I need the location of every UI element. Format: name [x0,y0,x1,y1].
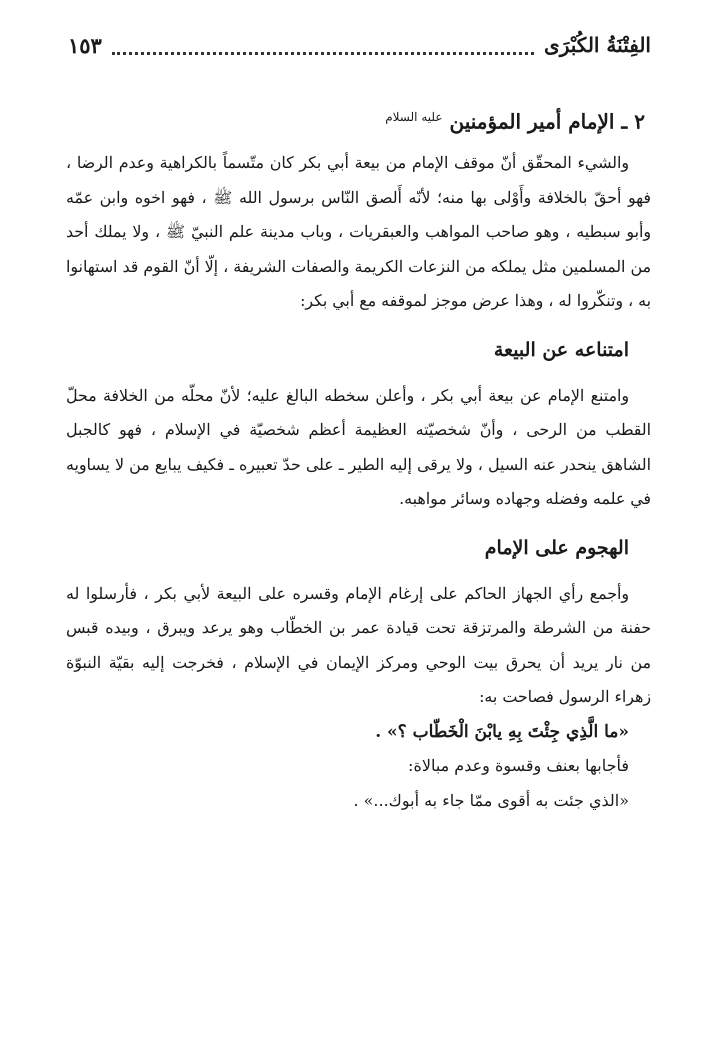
section-heading-refusal: امتناعه عن البيعة [493,338,629,361]
reply-intro: فأجابها بعنف وقسوة وعدم مبالاة: [408,756,629,775]
section-heading-imam [66,98,645,136]
page-header [68,28,651,62]
page-number: ١٥٣ [68,32,102,58]
paragraph-refusal: وامتنع الإمام عن بيعة أبي بكر ، وأعلن سخطه البالغ عليه؛ لأنّ محلّه من الخلافة محلّ القطب من الرحى ، وأنّ شخصيّته العظيمة أعظم شخصيّة في الإسلام ، فهو كالجبل الشاهق ينحدر عنه السيل ، ولا يرقى إليه الطير ـ على حدّ تعبيره ـ فكيف يبايع من لا يساويه في علمه وفضله وجهاده وسائر مواهبه. [66,385,651,508]
honorific-glyph: عليه السلام [385,110,443,124]
section-heading-attack: الهجوم على الإمام [484,536,629,559]
page-body [66,98,651,818]
header-dot-leader [112,52,534,55]
quote-fatima: «ما الَّذِي جِئْتَ بِهِ يابْنَ الْخَطّاب ؟» . [375,721,629,742]
quote-reply: «الذي جئت به أقوى ممّا جاء به أبوك...» . [353,790,629,810]
paragraph-imam-position: والشيء المحقّق أنّ موقف الإمام من بيعة أبي بكر كان متّسماً بالكراهية وعدم الرضا ، فهو أحقّ بالخلافة وأَوْلى بها منه؛ لأنّه أَلصق النّاس برسول الله ﷺ ، فهو اخوه وابن عمّه وأبو سبطيه ، وهو صاحب المواهب والعبقريات ، وباب مدينة علم النبيّ ﷺ ، ولا يملك أحد من المسلمين مثل يملكه من النزعات الكريمة والصفات الشريفة ، إلّا أنّ القوم قد استهانوا به ، وتنكّروا له ، وهذا عرض موجز لموقفه مع أبي بكر: [66,153,651,310]
paragraph-attack: وأجمع رأي الجهاز الحاكم على إرغام الإمام وقسره على البيعة لأبي بكر ، فأرسلوا له حفنة من الشرطة والمرتزقة تحت قيادة عمر بن الخطّاب وهو يرعد ويبرق ، وبيده قبس من نار يريد أن يحرق بيت الوحي ومركز الإيمان في الإسلام ، فخرجت إليه بقيّة النبوّة زهراء الرسول فصاحت به: [66,583,651,706]
book-title: الفِتْنَةُ الكُبْرَى [544,33,651,57]
section-heading-text: ٢ ـ الإمام أمير المؤمنين [449,109,645,134]
